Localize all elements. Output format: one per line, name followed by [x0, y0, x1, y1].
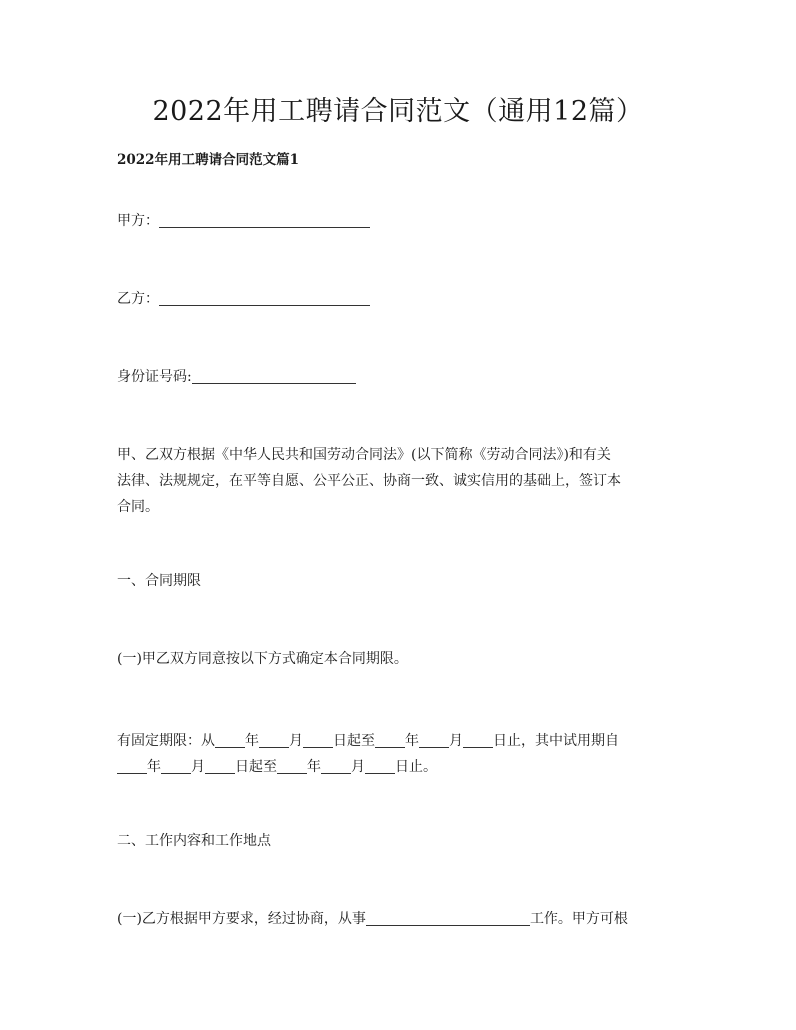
year-label: 年 [405, 733, 419, 749]
year-label: 年 [147, 759, 161, 775]
intro-paragraph-line-3: 合同。 [117, 499, 159, 515]
id-number-line [117, 364, 356, 390]
trial-start-day-blank [205, 757, 235, 774]
fixed-term-line-2 [117, 754, 437, 780]
party-b-blank [159, 289, 370, 306]
id-number-blank [192, 367, 356, 384]
section-2-heading: 二、工作内容和工作地点 [117, 833, 271, 849]
section-2-item-1-end: 工作。甲方可根 [529, 911, 628, 927]
trial-start-month-blank [161, 757, 191, 774]
start-year-blank [215, 731, 245, 748]
party-a-label: 甲方： [117, 213, 159, 229]
document-title: 2022年用工聘请合同范文（通用12篇） [152, 96, 644, 127]
year-label: 年 [245, 733, 259, 749]
id-number-label: 身份证号码: [117, 369, 192, 385]
trial-end-day-blank [365, 757, 395, 774]
intro-paragraph-line-1: 甲、乙双方根据《中华人民共和国劳动合同法》(以下简称《劳动合同法》)和有关 [117, 447, 611, 463]
end-day-blank [463, 731, 493, 748]
section-1-item-1: (一)甲乙双方同意按以下方式确定本合同期限。 [117, 651, 408, 667]
day-from-label: 日起至 [235, 759, 277, 775]
intro-paragraph-line-2: 法律、法规规定，在平等自愿、公平公正、协商一致、诚实信用的基础上，签订本 [117, 473, 621, 489]
end-year-blank [375, 731, 405, 748]
trial-start-year-blank [117, 757, 147, 774]
start-month-blank [259, 731, 289, 748]
trial-end-month-blank [321, 757, 351, 774]
month-label: 月 [289, 733, 303, 749]
month-label: 月 [351, 759, 365, 775]
party-a-blank [159, 211, 370, 228]
party-b-line [117, 286, 370, 312]
year-label: 年 [307, 759, 321, 775]
trial-end-year-blank [277, 757, 307, 774]
start-day-blank [303, 731, 333, 748]
end-month-blank [419, 731, 449, 748]
day-end-label: 日止。 [395, 759, 437, 775]
fixed-term-line-1 [117, 728, 619, 754]
section-2-item-1 [117, 906, 628, 932]
document-subtitle: 2022年用工聘请合同范文篇1 [117, 152, 299, 168]
day-from-label: 日起至 [333, 733, 375, 749]
section-1-heading: 一、合同期限 [117, 573, 201, 589]
fixed-term-lead: 有固定期限：从 [117, 733, 215, 749]
job-blank [366, 909, 530, 926]
party-a-line [117, 208, 370, 234]
party-b-label: 乙方： [117, 291, 159, 307]
month-label: 月 [191, 759, 205, 775]
section-2-item-1-start: (一)乙方根据甲方要求，经过协商，从事 [117, 911, 366, 927]
month-label: 月 [449, 733, 463, 749]
day-end-trial-label: 日止，其中试用期自 [493, 733, 619, 749]
